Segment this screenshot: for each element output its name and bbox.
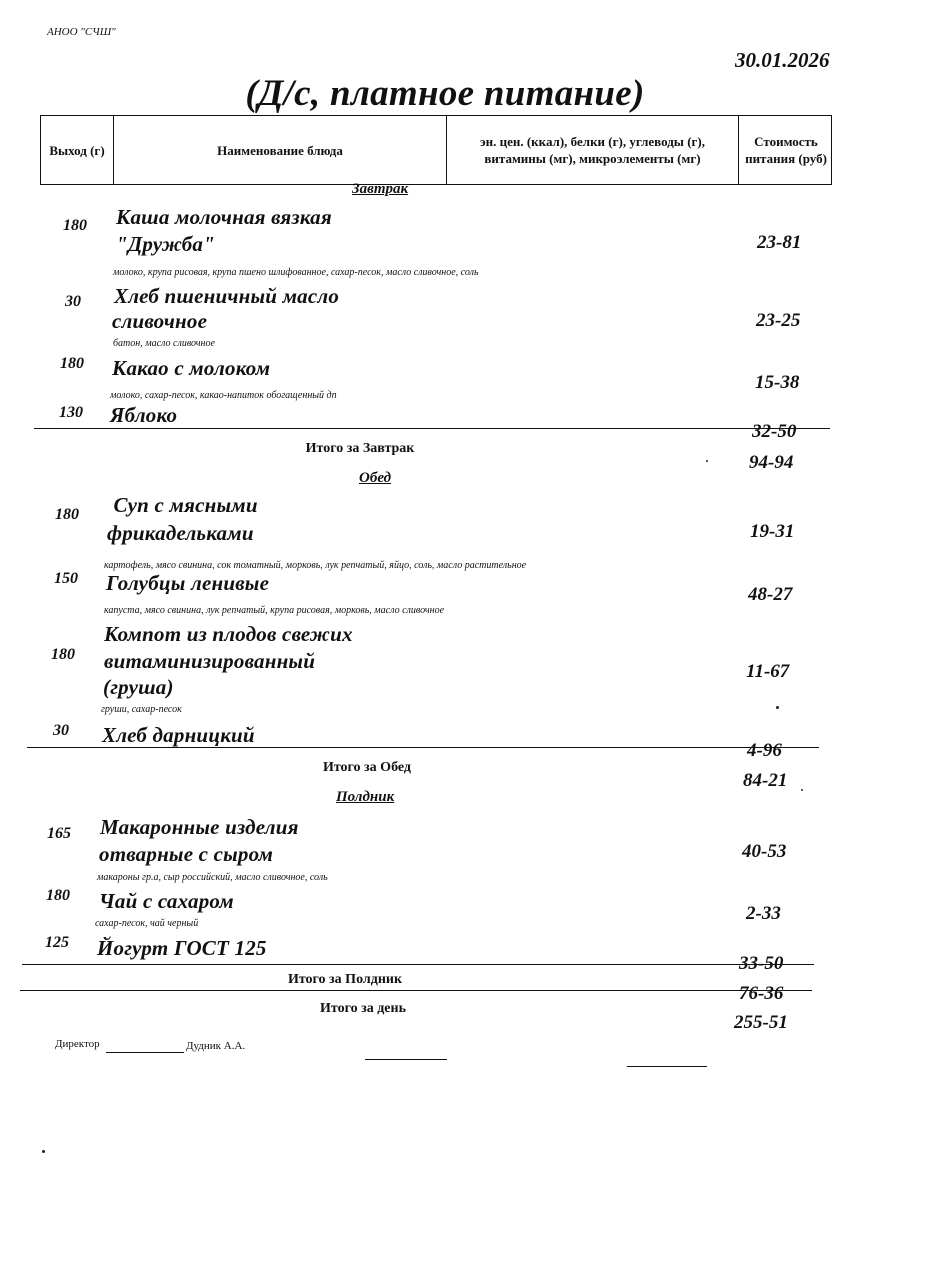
section-title-snack: Полдник (336, 789, 395, 805)
day-total-value: 255-51 (734, 1012, 788, 1033)
scan-speck (42, 1150, 45, 1153)
item-grams: 165 (47, 825, 71, 842)
signature-person: Дудник А.А. (186, 1040, 246, 1052)
item-price: 32-50 (752, 421, 797, 442)
dish-ingredients: батон, масло сливочное (113, 338, 215, 349)
item-grams: 30 (53, 722, 69, 739)
dish-name-line: (груша) (103, 675, 174, 699)
item-price: 48-27 (748, 584, 793, 605)
dish-ingredients: груши, сахар-песок (101, 704, 182, 715)
menu-date: 30.01.2026 (735, 48, 830, 72)
dish-name-line: Каша молочная вязкая (116, 205, 332, 229)
dish-name-line: отварные с сыром (99, 842, 274, 866)
section-title-lunch: Обед (359, 470, 392, 486)
signature-line (106, 1052, 184, 1053)
header-dish-name: Наименование блюда (114, 116, 447, 184)
dish-name-line: Хлеб дарницкий (102, 723, 255, 747)
item-grams: 180 (51, 646, 75, 663)
item-price: 15-38 (755, 372, 800, 393)
section-total-value: 76-36 (739, 983, 784, 1004)
item-price: 33-50 (739, 953, 784, 974)
day-total-label: Итого за день (320, 1001, 406, 1016)
item-price: 19-31 (750, 521, 795, 542)
section-total-label: Итого за Полдник (287, 972, 403, 987)
section-total-label: Итого за Обед (322, 760, 412, 775)
item-price: 23-81 (757, 232, 802, 253)
item-price: 2-33 (746, 903, 781, 924)
divider (34, 428, 830, 429)
dish-name-line: "Дружба" (116, 232, 215, 256)
divider (27, 747, 819, 748)
dish-ingredients: сахар-песок, чай черный (95, 918, 199, 929)
dish-name-line: Чай с сахаром (99, 889, 234, 913)
section-total-label: Итого за Завтрак (305, 441, 415, 456)
scan-speck (801, 789, 803, 791)
dish-name-line: фрикадельками (107, 521, 254, 545)
scan-speck (706, 460, 708, 462)
item-price: 23-25 (756, 310, 801, 331)
item-price: 40-53 (742, 841, 787, 862)
item-grams: 180 (60, 355, 84, 372)
dish-name-line: Хлеб пшеничный масло (114, 284, 340, 308)
section-total-value: 94-94 (749, 452, 794, 473)
divider (22, 964, 814, 965)
signature-line-3 (627, 1066, 707, 1067)
divider (20, 990, 812, 991)
dish-name-line: Компот из плодов свежих (104, 622, 353, 646)
dish-name-line: витаминизированный (104, 649, 316, 673)
dish-name-line: Яблоко (110, 403, 178, 427)
section-total-value: 84-21 (743, 770, 788, 791)
header-nutrition: эн. цен. (ккал), белки (г), углеводы (г), витамины (мг), микроэлементы (мг) (447, 116, 739, 184)
dish-name-line: Голубцы ленивые (106, 571, 270, 595)
dish-ingredients: макароны гр.а, сыр российский, масло сливочное, соль (97, 872, 328, 883)
organization-name: АНОО "СЧШ" (47, 26, 116, 38)
dish-ingredients: молоко, сахар-песок, какао-напиток обогащенный дп (110, 390, 337, 401)
dish-ingredients: молоко, крупа рисовая, крупа пшено шлифованное, сахар-песок, масло сливочное, соль (113, 267, 479, 278)
dish-name-line: Йогурт ГОСТ 125 (97, 936, 267, 960)
page-title: (Д/с, платное питание) (245, 73, 645, 114)
dish-name-line: Макаронные изделия (100, 815, 299, 839)
signature-line-2 (365, 1059, 447, 1060)
dish-ingredients: капуста, мясо свинина, лук репчатый, крупа рисовая, морковь, масло сливочное (104, 605, 445, 616)
item-grams: 125 (45, 934, 69, 951)
item-grams: 180 (63, 217, 87, 234)
item-price: 11-67 (746, 661, 790, 682)
dish-ingredients: картофель, мясо свинина, сок томатный, морковь, лук репчатый, яйцо, соль, масло растительное (104, 560, 527, 571)
dish-name-line: Какао с молоком (112, 356, 271, 380)
item-grams: 130 (59, 404, 83, 421)
item-grams: 150 (54, 570, 78, 587)
signature-role: Директор (55, 1038, 100, 1050)
table-header (40, 115, 832, 185)
header-cost: Стоимость питания (руб) (745, 134, 827, 166)
item-price: 4-96 (747, 740, 782, 761)
dish-name-line: Суп с мясными (108, 493, 258, 517)
header-output: Выход (г) (41, 116, 114, 184)
section-title-breakfast: Завтрак (352, 181, 409, 197)
item-grams: 30 (65, 293, 81, 310)
scan-speck (776, 706, 779, 709)
dish-name-line: сливочное (112, 309, 208, 333)
item-grams: 180 (55, 506, 79, 523)
item-grams: 180 (46, 887, 70, 904)
